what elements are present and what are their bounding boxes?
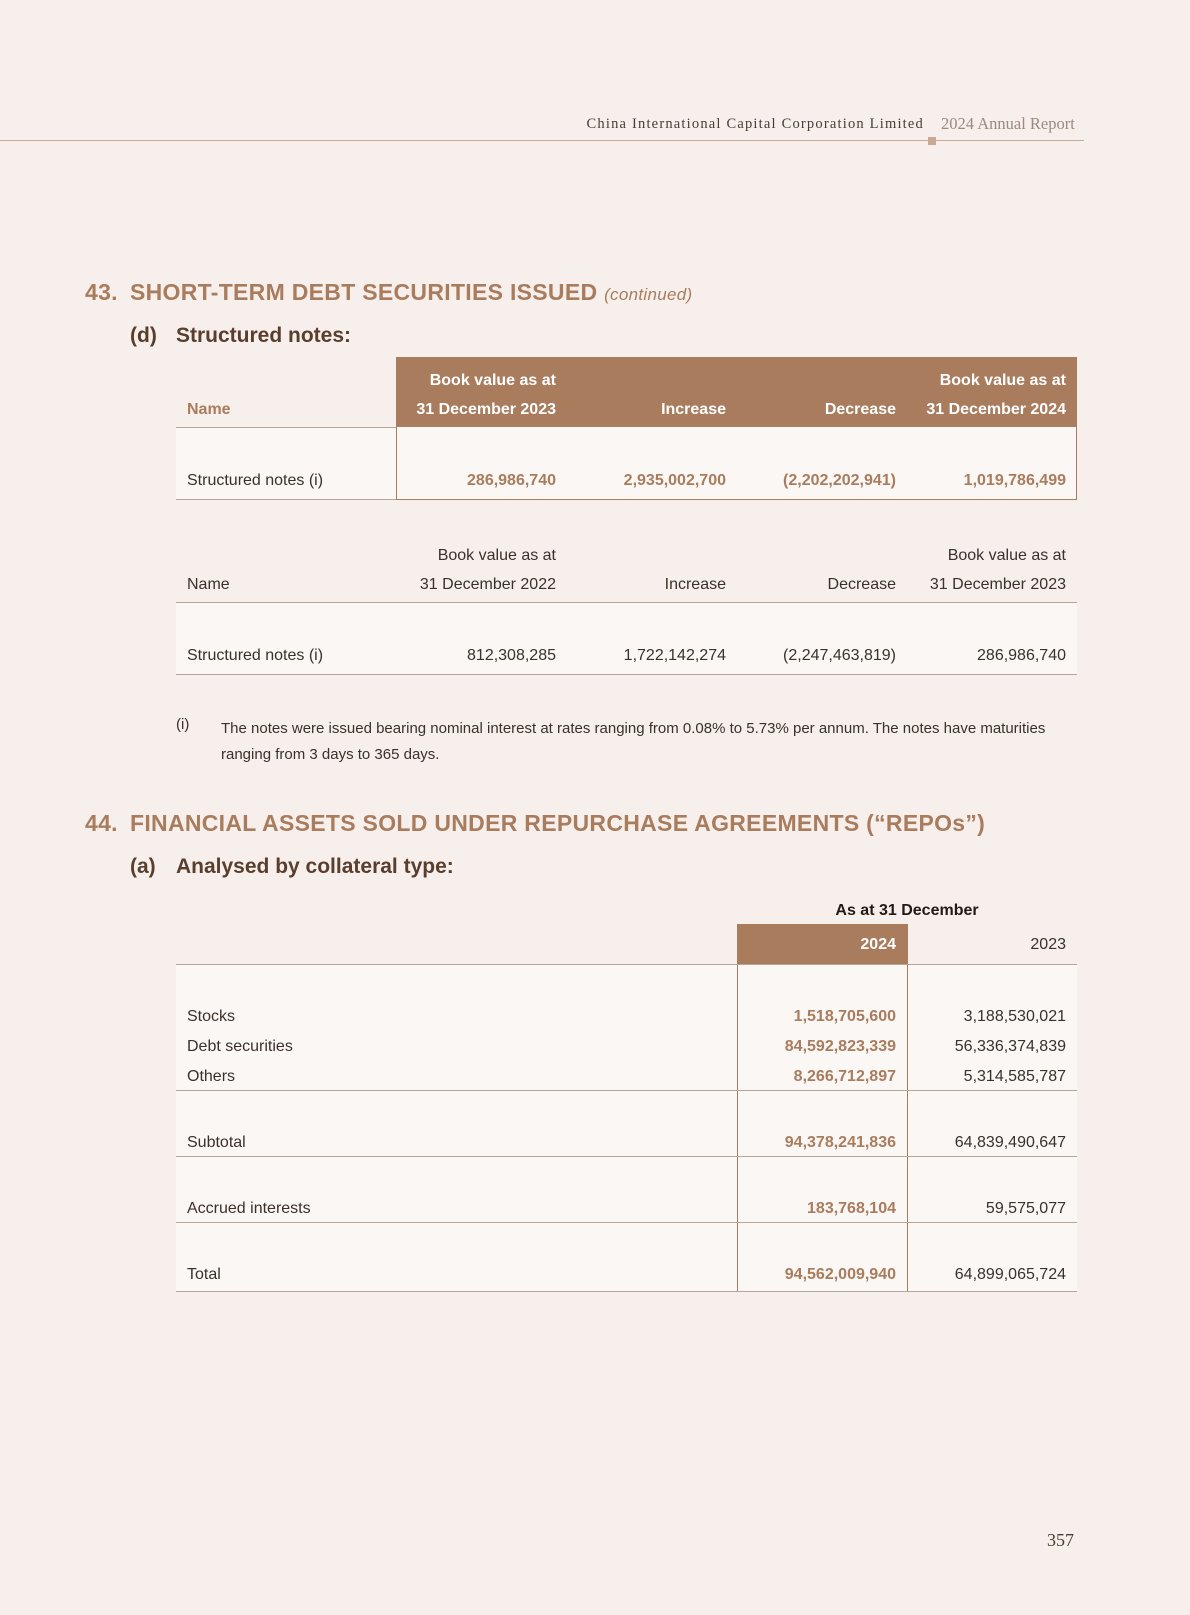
section-43-number: 43. bbox=[85, 279, 118, 305]
col-header-closing-2: 31 December 2023 bbox=[929, 576, 1066, 593]
rule-after-accrued bbox=[176, 1222, 1077, 1223]
row-opening: 812,308,285 bbox=[467, 647, 556, 664]
row-label: Stocks bbox=[187, 1008, 236, 1025]
row-increase: 2,935,002,700 bbox=[623, 472, 726, 489]
row-name: Structured notes (i) bbox=[187, 472, 324, 489]
rule-after-subtotal bbox=[176, 1156, 1077, 1157]
collateral-type-title: Analysed by collateral type: bbox=[176, 855, 454, 878]
col-header-name: Name bbox=[187, 401, 231, 418]
footnote-text: The notes were issued bearing nominal interest at rates ranging from 0.08% to 5.73% per annum. The notes have maturities ranging from 3 days to 365 days. bbox=[221, 720, 1046, 763]
group-header-as-at: As at 31 December bbox=[835, 902, 979, 919]
col-header-closing-1: Book value as at bbox=[947, 547, 1066, 564]
footnote-mark: (i) bbox=[176, 716, 190, 733]
row-value-2024: 94,562,009,940 bbox=[784, 1266, 896, 1283]
section-44-subtitle bbox=[130, 855, 454, 879]
row-value-2023: 64,839,490,647 bbox=[954, 1134, 1066, 1151]
col-header-closing-2: 31 December 2024 bbox=[926, 401, 1066, 418]
row-closing: 286,986,740 bbox=[977, 647, 1066, 664]
header-rule bbox=[176, 602, 1077, 603]
header-rule bbox=[0, 140, 1084, 141]
continued-label: (continued) bbox=[604, 285, 693, 304]
row-value-2023: 59,575,077 bbox=[985, 1200, 1066, 1217]
col-header-opening-1: Book value as at bbox=[429, 372, 556, 389]
structured-notes-title: Structured notes: bbox=[176, 324, 352, 347]
row-label: Others bbox=[187, 1068, 236, 1085]
sub-label-a: (a) bbox=[130, 855, 156, 878]
row-decrease: (2,202,202,941) bbox=[783, 472, 896, 489]
row-decrease: (2,247,463,819) bbox=[783, 647, 896, 664]
row-label: Subtotal bbox=[187, 1134, 246, 1151]
sub-label-d: (d) bbox=[130, 324, 157, 347]
row-value-2023: 64,899,065,724 bbox=[954, 1266, 1066, 1283]
section-43-subtitle bbox=[130, 324, 351, 348]
section-44-heading: FINANCIAL ASSETS SOLD UNDER REPURCHASE AGREEMENTS (“REPOs”) bbox=[130, 810, 986, 836]
section-44-number: 44. bbox=[85, 810, 118, 836]
section-43-heading: SHORT-TERM DEBT SECURITIES ISSUED bbox=[130, 279, 598, 305]
row-label: Accrued interests bbox=[187, 1200, 311, 1217]
bottom-rule bbox=[176, 499, 396, 500]
col-header-opening-1: Book value as at bbox=[437, 547, 556, 564]
header-square-marker bbox=[928, 137, 936, 145]
bottom-rule bbox=[176, 1291, 1077, 1292]
row-name: Structured notes (i) bbox=[187, 647, 324, 664]
col-header-name: Name bbox=[187, 576, 230, 593]
row-value-2023: 3,188,530,021 bbox=[963, 1008, 1066, 1025]
row-value-2024: 1,518,705,600 bbox=[793, 1008, 896, 1025]
page-number: 357 bbox=[1047, 1530, 1074, 1550]
header-company: China International Capital Corporation Limited bbox=[586, 116, 924, 132]
structured-notes-table-2024 bbox=[176, 357, 1077, 501]
row-value-2023: 5,314,585,787 bbox=[963, 1068, 1066, 1085]
row-value-2024: 183,768,104 bbox=[807, 1200, 896, 1217]
row-label: Total bbox=[187, 1266, 221, 1283]
row-value-2024: 8,266,712,897 bbox=[793, 1068, 896, 1085]
structured-notes-table-2023 bbox=[176, 532, 1077, 676]
section-43-title bbox=[85, 279, 692, 306]
bottom-rule bbox=[176, 674, 1077, 675]
row-label: Debt securities bbox=[187, 1038, 293, 1055]
col-header-increase: Increase bbox=[664, 576, 726, 593]
rule-after-others bbox=[176, 1090, 1077, 1091]
row-closing: 1,019,786,499 bbox=[963, 472, 1066, 489]
body-band bbox=[176, 964, 1077, 1292]
header-rule bbox=[176, 427, 396, 428]
header-report-title: 2024 Annual Report bbox=[941, 114, 1075, 133]
row-value-2023: 56,336,374,839 bbox=[954, 1038, 1066, 1055]
row-value-2024: 84,592,823,339 bbox=[784, 1038, 896, 1055]
col-header-opening-2: 31 December 2022 bbox=[419, 576, 556, 593]
header-rule bbox=[176, 964, 1077, 965]
row-value-2024: 94,378,241,836 bbox=[784, 1134, 896, 1151]
repo-collateral-table bbox=[176, 898, 1077, 1294]
col-header-closing-1: Book value as at bbox=[939, 372, 1066, 389]
row-increase: 1,722,142,274 bbox=[623, 647, 726, 664]
col-header-opening-2: 31 December 2023 bbox=[416, 401, 556, 418]
col-header-2024: 2024 bbox=[860, 936, 896, 953]
col-header-2023: 2023 bbox=[1030, 936, 1066, 953]
section-44-title bbox=[85, 810, 985, 837]
row-opening: 286,986,740 bbox=[467, 472, 556, 489]
col-header-decrease: Decrease bbox=[827, 576, 896, 593]
col-header-increase: Increase bbox=[661, 401, 726, 418]
col-header-decrease: Decrease bbox=[824, 401, 896, 418]
